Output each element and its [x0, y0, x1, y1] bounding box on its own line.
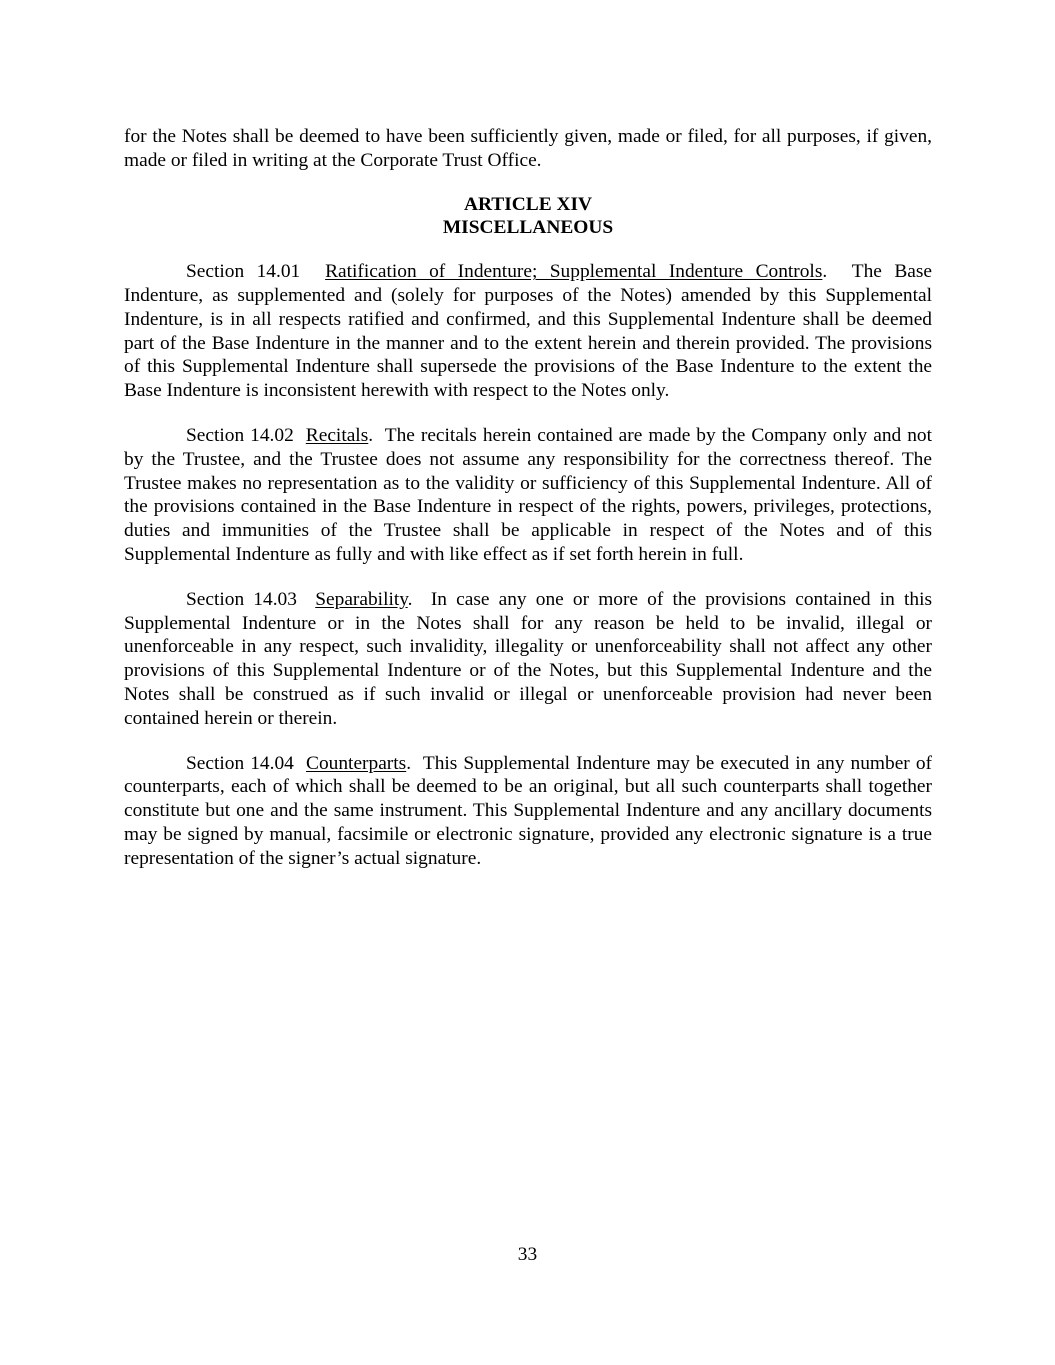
article-title: MISCELLANEOUS [442, 217, 614, 239]
document-page [124, 125, 932, 892]
section-title: Ratification of Indenture; Supplemental Indenture Controls [325, 261, 823, 283]
section-14-03: Section 14.03 Separability. In case any one or more of the provisions contained in this Supplemental Indenture or in the Notes shall for any reason be held to be invalid, illegal or unenforceable in any respect, such invalidity, illegality or unenforceability shall not affect any other provisions of this Supplemental Indenture or of the Notes, but this Supplemental Indenture and the Notes shall be construed as if such invalid or illegal or unenforceable provision had never been contained herein or therein. [124, 588, 933, 729]
section-14-02: Section 14.02 Recitals. The recitals herein contained are made by the Company only and not by the Trustee, and the Trustee does not assume any responsibility for the correctness thereof. The Trustee makes no representation as to the validity or sufficiency of this Supplemental Indenture. All of the provisions contained in the Base Indenture in respect of the rights, powers, privileges, protections, duties and immunities of the Trustee shall be applicable in respect of the Notes and of this Supplemental Indenture as fully and with like effect as if set forth herein in full. [124, 424, 932, 565]
section-number: Section 14.01 [186, 261, 301, 283]
section-title: Separability [315, 588, 408, 610]
section-14-04: Section 14.04 Counterparts. This Supplemental Indenture may be executed in any number of counterparts, each of which shall be deemed to be an original, but all such counterparts shall together constitute but one and the same instrument. This Supplemental Indenture and any ancillary documents may be signed by manual, facsimile or electronic signature, provided any electronic signature is a true representation of the signer’s actual signature. [124, 752, 932, 869]
section-body: In case any one or more of the provisions contained in this Supplemental Indenture or in the Notes shall for any reason be held to be invalid, illegal or unenforceable in any respect, such invalidity, illegality or unenforceability shall not affect any other provisions of this Supplemental Indenture or of the Notes, but this Supplemental Indenture and the Notes shall be construed as if such invalid or illegal or unenforceable provision had never been contained herein or therein. [124, 588, 933, 729]
article-heading [124, 193, 932, 241]
continuation-paragraph: for the Notes shall be deemed to have been sufficiently given, made or filed, for all purposes, if given, made or filed in writing at the Corporate Trust Office. [124, 126, 932, 171]
section-title: Counterparts [306, 752, 407, 774]
section-number: Section 14.02 [186, 424, 294, 446]
section-body: This Supplemental Indenture may be executed in any number of counterparts, each of which shall be deemed to be an original, but all such counterparts shall together constitute but one and the same instrument. This Supplemental Indenture and any ancillary documents may be signed by manual, facsimile or electronic signature, provided any electronic signature is a true representation of the signer’s actual signature. [124, 752, 932, 869]
section-body: The recitals herein contained are made by the Company only and not by the Trustee, and the Trustee does not assume any responsibility for the correctness thereof. The Trustee makes no representation as to the validity or sufficiency of this Supplemental Indenture. All of the provisions contained in the Base Indenture in respect of the rights, powers, privileges, protections, duties and immunities of the Trustee shall be applicable in respect of the Notes and of this Supplemental Indenture as fully and with like effect as if set forth herein in full. [124, 424, 932, 565]
section-number: Section 14.03 [186, 588, 297, 610]
section-body: The Base Indenture, as supplemented and (solely for purposes of the Notes) amended by this Supplemental Indenture, is in all respects ratified and confirmed, and this Supplemental Indenture shall be deemed part of the Base Indenture in the manner and to the extent herein and therein provided. The provisions of this Supplemental Indenture shall supersede the provisions of the Base Indenture to the extent the Base Indenture is inconsistent herewith with respect to the Notes only. [124, 261, 933, 402]
section-14-01: Section 14.01 Ratification of Indenture; Supplemental Indenture Controls. The Base Indenture, as supplemented and (solely for purposes of the Notes) amended by this Supplemental Indenture, is in all respects ratified and confirmed, and this Supplemental Indenture shall be deemed part of the Base Indenture in the manner and to the extent herein and therein provided. The provisions of this Supplemental Indenture shall supersede the provisions of the Base Indenture to the extent the Base Indenture is inconsistent herewith with respect to the Notes only. [124, 261, 933, 402]
section-title: Recitals [305, 424, 369, 446]
section-number: Section 14.04 [186, 752, 294, 774]
article-number: ARTICLE XIV [463, 193, 593, 215]
page-number: 33 [517, 1244, 538, 1265]
